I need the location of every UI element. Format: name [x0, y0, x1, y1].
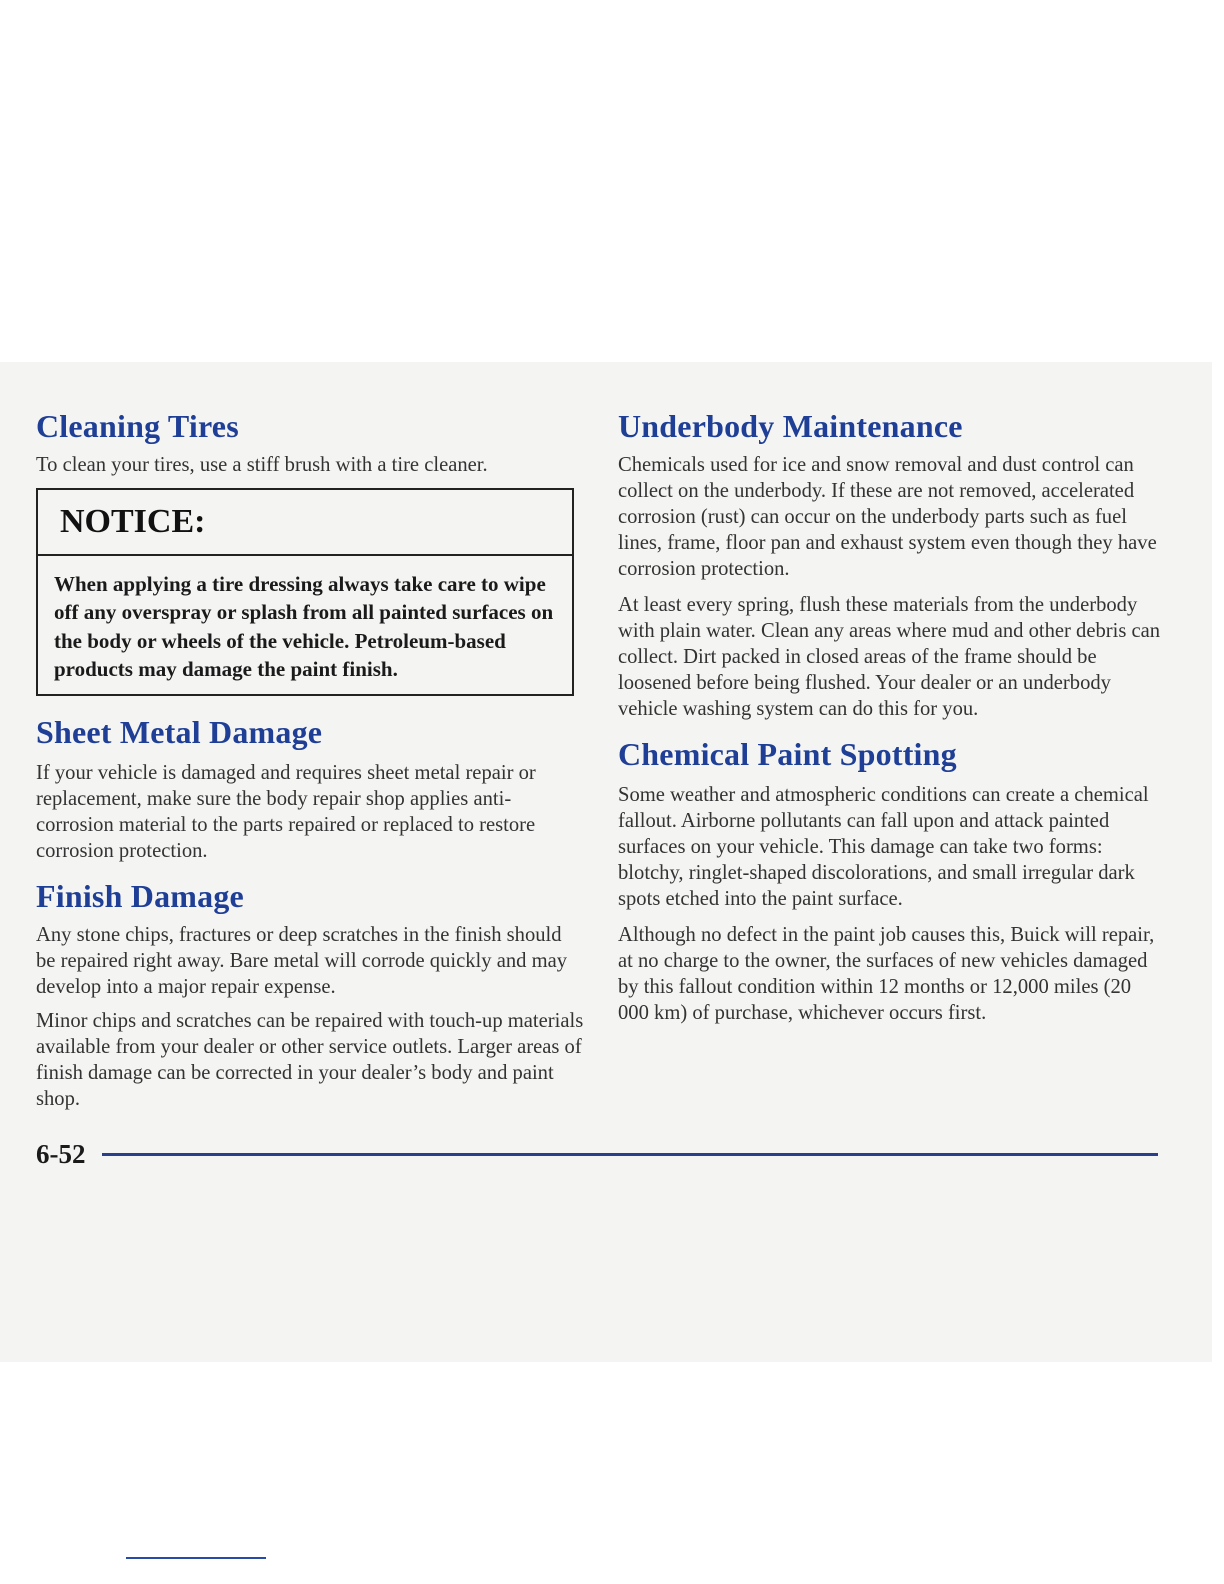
underbody-text-2: At least every spring, flush these materials from the underbody with plain water. Clean any areas where mud and other debris can collect. Dirt packed in closed areas of the frame should be loosened before being flushed. Your dealer or an underbody vehicle washing system can do this for you.	[618, 594, 1161, 720]
cleaning-tires-heading: Cleaning Tires	[36, 408, 239, 444]
notice-title: NOTICE:	[38, 490, 572, 556]
left-column	[36, 404, 584, 1112]
notice-box	[36, 488, 574, 696]
underbody-text-1: Chemicals used for ice and snow removal and dust control can collect on the underbody. If these are not removed, accelerated corrosion (rust) can occur on the underbody parts such as fuel lines, frame, floor pan and exhaust system even though they have corrosion protection.	[618, 454, 1157, 580]
sheet-metal-heading: Sheet Metal Damage	[36, 713, 323, 750]
bottom-link-underline	[126, 1557, 266, 1559]
underbody-heading: Underbody Maintenance	[618, 408, 963, 444]
page-footer	[36, 1136, 1158, 1172]
page-number: 6-52	[36, 1139, 86, 1169]
notice-body: When applying a tire dressing always take care to wipe off any overspray or splash from all painted surfaces on the body or wheels of the vehicle. Petroleum-based products may damage the paint finish.	[54, 572, 554, 682]
finish-damage-text-2: Minor chips and scratches can be repaired with touch-up materials available from your dealer or other service outlets. Larger areas of finish damage can be corrected in your dealer’s body and paint shop.	[36, 1009, 584, 1110]
finish-damage-text-1: Any stone chips, fractures or deep scratches in the finish should be repaired right away. Bare metal will corrode quickly and may develop into a major repair expense.	[36, 923, 568, 998]
right-column	[618, 404, 1166, 1026]
chemical-paint-heading: Chemical Paint Spotting	[618, 736, 957, 772]
footer-rule	[102, 1153, 1158, 1156]
chemical-paint-text-2: Although no defect in the paint job causes this, Buick will repair, at no charge to the owner, the surfaces of new vehicles damaged by this fallout condition within 12 months or 12,000 miles (20 000 km) of purchase, whichever occurs first.	[618, 924, 1155, 1024]
finish-damage-heading: Finish Damage	[36, 877, 244, 914]
sheet-metal-text: If your vehicle is damaged and requires sheet metal repair or replacement, make sure the body repair shop applies anti-corrosion material to the parts repaired or replaced to restore corrosion protection.	[36, 761, 536, 862]
cleaning-tires-text: To clean your tires, use a stiff brush with a tire cleaner.	[36, 454, 488, 476]
chemical-paint-text-1: Some weather and atmospheric conditions can create a chemical fallout. Airborne pollutants can fall upon and attack painted surfaces on your vehicle. This damage can take two forms: blotchy, ringlet-shaped discolorations, and small irregular dark spots etched into the paint surface.	[618, 784, 1149, 910]
